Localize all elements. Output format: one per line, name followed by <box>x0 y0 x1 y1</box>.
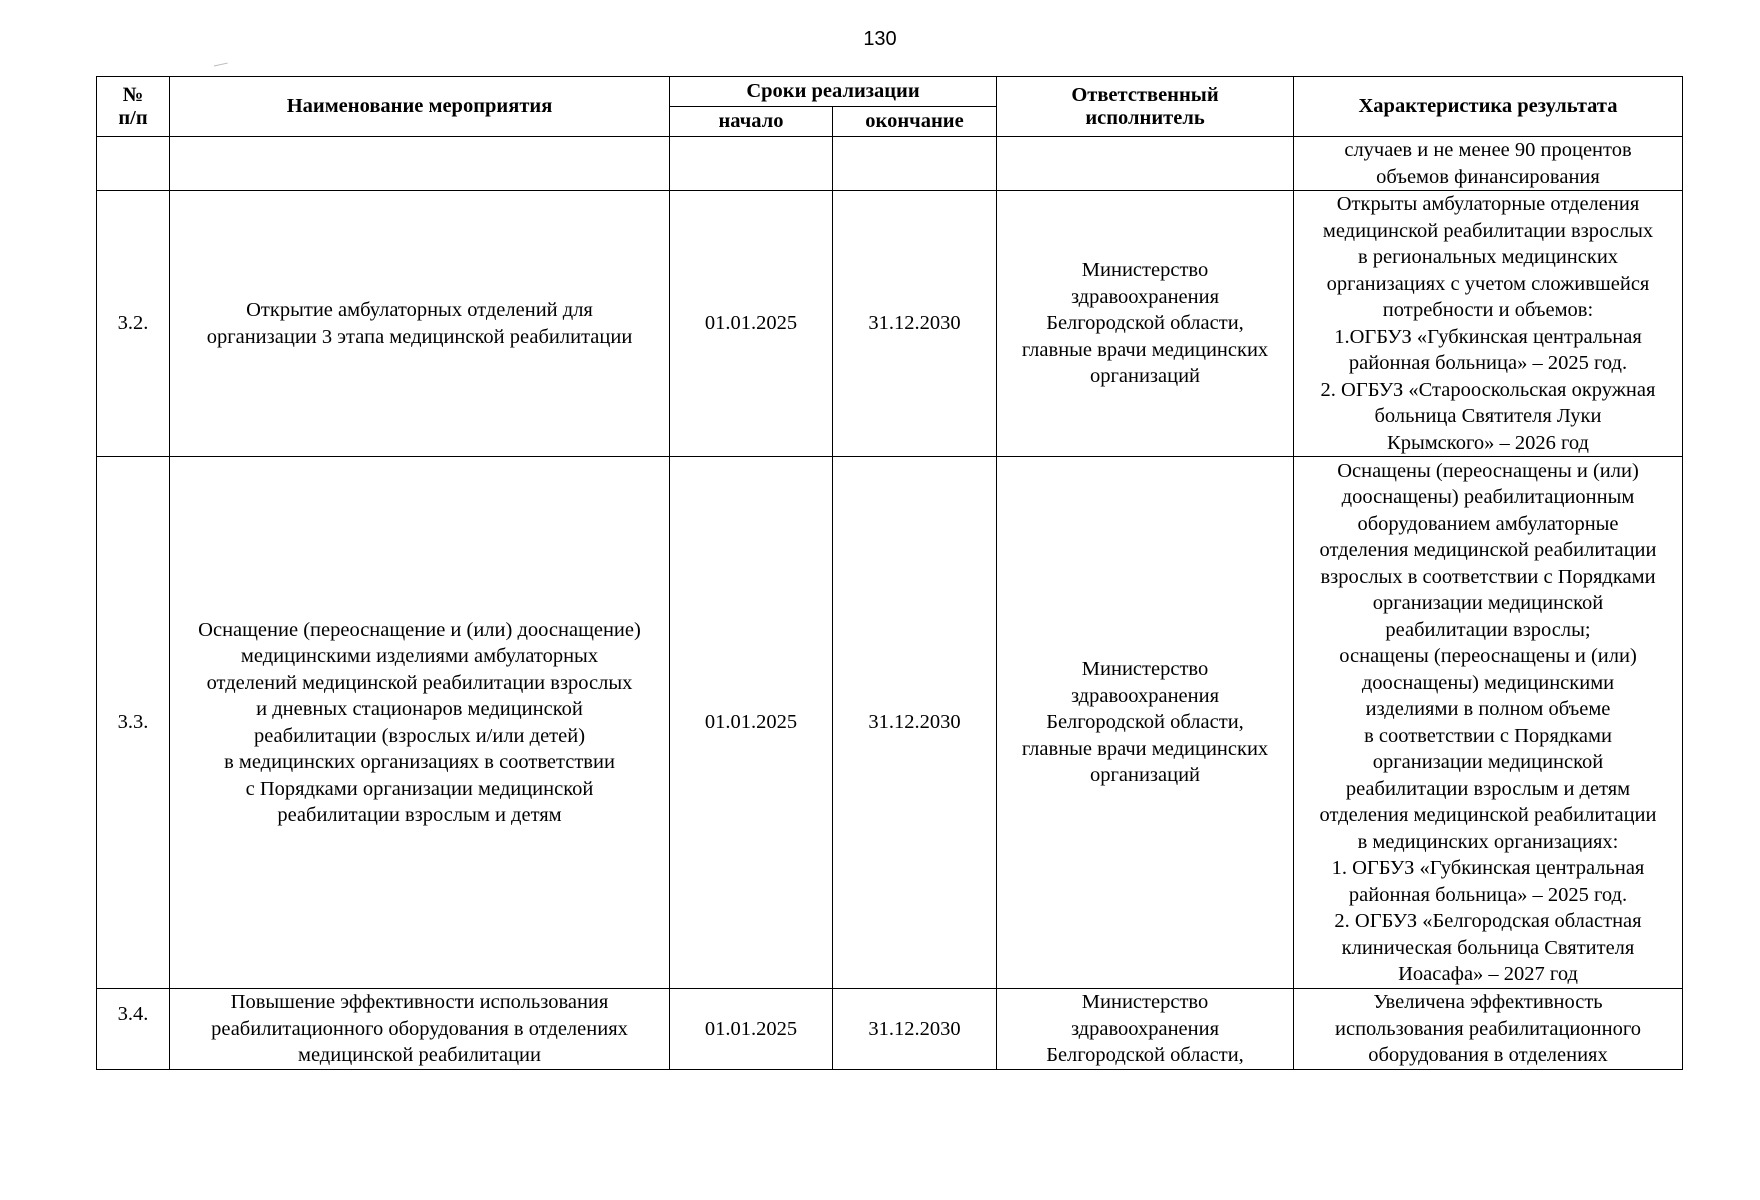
row-num: 3.3. <box>97 457 170 989</box>
row-start: 01.01.2025 <box>670 191 833 457</box>
row-executor: Министерство здравоохранения Белгородской области, главные врачи медицинских организаций <box>997 191 1294 457</box>
row-end: 31.12.2030 <box>833 191 997 457</box>
table-row <box>97 191 1683 457</box>
header-num: № п/п <box>97 77 170 137</box>
row-num: 3.4. <box>97 989 170 1070</box>
table-row <box>97 989 1683 1070</box>
row-executor: Министерство здравоохранения Белгородской области, главные врачи медицинских организаций <box>997 457 1294 989</box>
scan-mark <box>214 63 228 69</box>
row-start <box>670 137 833 191</box>
row-name: Открытие амбулаторных отделений для организации 3 этапа медицинской реабилитации <box>170 191 670 457</box>
table-row <box>97 137 1683 191</box>
row-num: 3.2. <box>97 191 170 457</box>
row-end: 31.12.2030 <box>833 989 997 1070</box>
row-name: Повышение эффективности использования реабилитационного оборудования в отделениях медицинской реабилитации <box>170 989 670 1070</box>
row-name: Оснащение (переоснащение и (или) дооснащение) медицинскими изделиями амбулаторных отделений медицинской реабилитации взрослых и дневных стационаров медицинской реабилитации (взрослых и/или детей) в медицинских организациях в соответствии с Порядками организации медицинской реабилитации взрослым и детям <box>170 457 670 989</box>
header-start: начало <box>670 107 833 137</box>
row-name <box>170 137 670 191</box>
row-executor: Министерство здравоохранения Белгородской области, <box>997 989 1294 1070</box>
activities-table <box>96 76 1683 1070</box>
row-end <box>833 137 997 191</box>
table-row <box>97 457 1683 989</box>
row-result: Оснащены (переоснащены и (или) дооснащены) реабилитационным оборудованием амбулаторные отделения медицинской реабилитации взрослых в соответствии с Порядками организации медицинской реабилитации взрослы; оснащены (переоснащены и (или) дооснащены) медицинскими изделиями в полном объеме в соответствии с Порядками организации медицинской реабилитации взрослым и детям отделения медицинской реабилитации в медицинских организациях: 1. ОГБУЗ «Губкинская центральная районная больница» – 2025 год. 2. ОГБУЗ «Белгородская областная клиническая больница Святителя Иоасафа» – 2027 год <box>1294 457 1683 989</box>
row-num <box>97 137 170 191</box>
row-result: случаев и не менее 90 процентов объемов финансирования <box>1294 137 1683 191</box>
header-executor: Ответственный исполнитель <box>997 77 1294 137</box>
header-end: окончание <box>833 107 997 137</box>
row-result: Открыты амбулаторные отделения медицинской реабилитации взрослых в региональных медицинских организациях с учетом сложившейся потребности и объемов: 1.ОГБУЗ «Губкинская центральная районная больница» – 2025 год. 2. ОГБУЗ «Старооскольская окружная больница Святителя Луки Крымского» – 2026 год <box>1294 191 1683 457</box>
row-executor <box>997 137 1294 191</box>
row-start: 01.01.2025 <box>670 989 833 1070</box>
header-row-top <box>97 77 1683 107</box>
page-number: 130 <box>863 28 897 50</box>
row-start: 01.01.2025 <box>670 457 833 989</box>
header-result: Характеристика результата <box>1294 77 1683 137</box>
row-result: Увеличена эффективность использования реабилитационного оборудования в отделениях <box>1294 989 1683 1070</box>
row-end: 31.12.2030 <box>833 457 997 989</box>
header-terms: Сроки реализации <box>670 77 997 107</box>
header-name: Наименование мероприятия <box>170 77 670 137</box>
